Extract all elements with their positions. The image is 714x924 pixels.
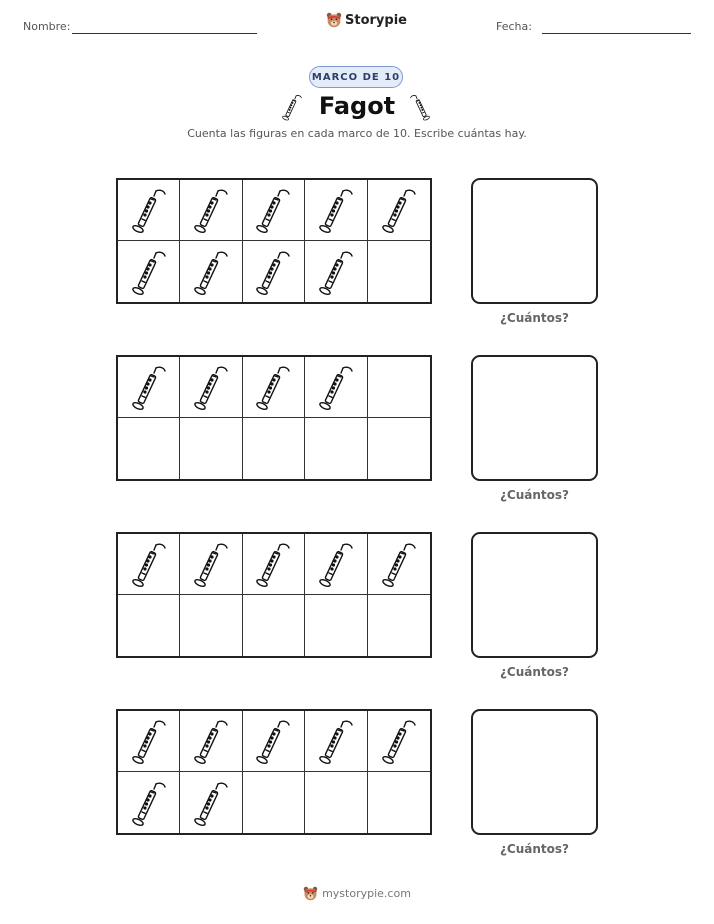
- ten-frame-2: [116, 355, 432, 481]
- filled-cell: [180, 772, 242, 833]
- bassoon-icon: [191, 186, 231, 234]
- empty-cell: [368, 772, 430, 833]
- empty-cell: [243, 772, 305, 833]
- bear-face-icon: [326, 12, 342, 28]
- date-label: Fecha:: [496, 20, 532, 33]
- bear-face-icon: [303, 886, 318, 901]
- bassoon-icon: [191, 717, 231, 765]
- filled-cell: [305, 180, 367, 241]
- page-title: Fagot: [318, 92, 396, 120]
- bassoon-icon: [191, 779, 231, 827]
- name-label: Nombre:: [23, 20, 71, 33]
- answer-box-4[interactable]: [471, 709, 598, 835]
- empty-cell: [305, 595, 367, 656]
- bassoon-icon: [129, 717, 169, 765]
- bassoon-icon: [253, 363, 293, 411]
- empty-cell: [305, 772, 367, 833]
- bassoon-icon: [191, 540, 231, 588]
- bassoon-icon: [253, 540, 293, 588]
- bassoon-icon: [129, 779, 169, 827]
- empty-cell: [243, 595, 305, 656]
- bassoon-icon: [316, 540, 356, 588]
- filled-cell: [243, 241, 305, 302]
- filled-cell: [118, 241, 180, 302]
- empty-cell: [180, 418, 242, 479]
- answer-box-3[interactable]: [471, 532, 598, 658]
- bassoon-icon: [316, 186, 356, 234]
- bassoon-icon: [316, 248, 356, 296]
- footer-link[interactable]: mystorypie.com: [322, 887, 411, 900]
- bassoon-icon: [191, 248, 231, 296]
- footer: [0, 886, 714, 901]
- instructions: Cuenta las figuras en cada marco de 10. Escribe cuántas hay.: [187, 127, 527, 140]
- answer-box-2[interactable]: [471, 355, 598, 481]
- filled-cell: [305, 241, 367, 302]
- bassoon-icon: [129, 186, 169, 234]
- ten-frame-3: [116, 532, 432, 658]
- filled-cell: [305, 534, 367, 595]
- bassoon-icon: [379, 717, 419, 765]
- filled-cell: [368, 711, 430, 772]
- ten-frame-1: [116, 178, 432, 304]
- brand-name: Storypie: [345, 12, 407, 28]
- bassoon-icon: [129, 363, 169, 411]
- bassoon-icon: [253, 248, 293, 296]
- answer-box-1[interactable]: [471, 178, 598, 304]
- empty-cell: [305, 418, 367, 479]
- answer-label-1: ¿Cuántos?: [499, 311, 570, 325]
- date-field[interactable]: [542, 33, 691, 34]
- filled-cell: [180, 711, 242, 772]
- empty-cell: [368, 418, 430, 479]
- bassoon-icon: [316, 363, 356, 411]
- empty-cell: [243, 418, 305, 479]
- filled-cell: [243, 357, 305, 418]
- filled-cell: [118, 357, 180, 418]
- filled-cell: [305, 711, 367, 772]
- bassoon-icon: [253, 186, 293, 234]
- filled-cell: [118, 180, 180, 241]
- answer-label-4: ¿Cuántos?: [499, 842, 570, 856]
- empty-cell: [368, 241, 430, 302]
- answer-label-3: ¿Cuántos?: [499, 665, 570, 679]
- answer-label-2: ¿Cuántos?: [499, 488, 570, 502]
- filled-cell: [368, 180, 430, 241]
- bassoon-icon-right: [407, 93, 433, 121]
- filled-cell: [118, 711, 180, 772]
- filled-cell: [180, 357, 242, 418]
- bassoon-icon: [191, 363, 231, 411]
- bassoon-icon: [379, 186, 419, 234]
- bassoon-icon: [316, 717, 356, 765]
- filled-cell: [243, 534, 305, 595]
- bassoon-icon: [379, 540, 419, 588]
- bassoon-icon: [253, 717, 293, 765]
- bassoon-icon: [129, 540, 169, 588]
- name-field[interactable]: [72, 33, 257, 34]
- empty-cell: [368, 595, 430, 656]
- filled-cell: [243, 180, 305, 241]
- filled-cell: [305, 357, 367, 418]
- worksheet-badge: MARCO DE 10: [309, 66, 403, 88]
- filled-cell: [180, 534, 242, 595]
- brand-logo: [326, 12, 407, 28]
- bassoon-icon: [129, 248, 169, 296]
- filled-cell: [118, 534, 180, 595]
- ten-frame-4: [116, 709, 432, 835]
- filled-cell: [118, 772, 180, 833]
- filled-cell: [180, 241, 242, 302]
- filled-cell: [368, 534, 430, 595]
- filled-cell: [243, 711, 305, 772]
- empty-cell: [368, 357, 430, 418]
- filled-cell: [180, 180, 242, 241]
- empty-cell: [118, 418, 180, 479]
- empty-cell: [180, 595, 242, 656]
- empty-cell: [118, 595, 180, 656]
